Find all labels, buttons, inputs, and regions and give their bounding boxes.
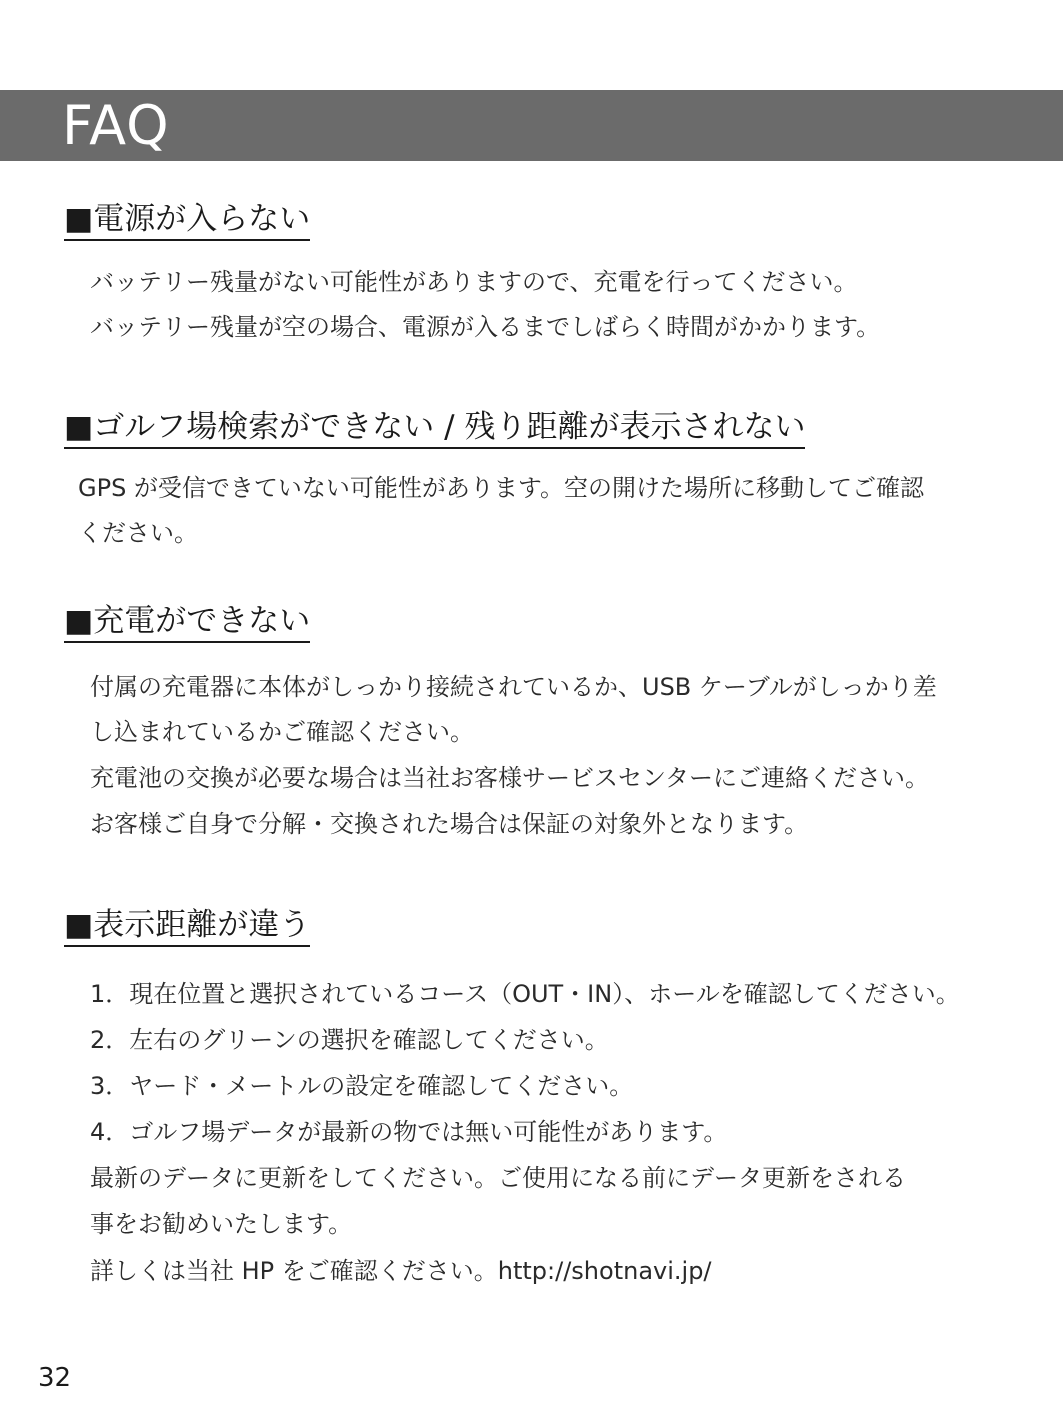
section-heading-power: ■電源が入らない <box>64 199 310 241</box>
section-heading-distance: ■表示距離が違う <box>64 905 310 947</box>
section-line: 充電池の交換が必要な場合は当社お客様サービスセンターにご連絡ください。 <box>90 764 930 792</box>
list-item: 3．ヤード・メートルの設定を確認してください。 <box>90 1072 634 1100</box>
section-line: 最新のデータに更新をしてください。ご使用になる前にデータ更新をされる <box>90 1164 906 1192</box>
section-line: 付属の充電器に本体がしっかり接続されているか、USB ケーブルがしっかり差 <box>90 673 937 701</box>
section-line: 詳しくは当社 HP をご確認ください。http://shotnavi.jp/ <box>90 1257 712 1285</box>
section-line: ください。 <box>78 519 198 547</box>
section-line: バッテリー残量がない可能性がありますので、充電を行ってください。 <box>90 268 858 296</box>
section-heading-charging: ■充電ができない <box>64 601 310 643</box>
section-line: 事をお勧めいたします。 <box>90 1210 353 1238</box>
list-item: 4．ゴルフ場データが最新の物では無い可能性があります。 <box>90 1118 728 1146</box>
list-item: 1．現在位置と選択されているコース（OUT・IN）、ホールを確認してください。 <box>90 980 960 1008</box>
faq-title-bar <box>0 90 1063 161</box>
section-line: お客様ご自身で分解・交換された場合は保証の対象外となります。 <box>90 810 809 838</box>
list-item: 2．左右のグリーンの選択を確認してください。 <box>90 1026 609 1054</box>
section-line: し込まれているかご確認ください。 <box>90 718 474 746</box>
section-line: GPS が受信できていない可能性があります。空の開けた場所に移動してご確認 <box>78 474 925 502</box>
section-line: バッテリー残量が空の場合、電源が入るまでしばらく時間がかかります。 <box>90 313 881 341</box>
section-heading-golf-search: ■ゴルフ場検索ができない / 残り距離が表示されない <box>64 407 805 449</box>
page-title: FAQ <box>62 94 170 157</box>
page-number: 32 <box>38 1363 72 1393</box>
